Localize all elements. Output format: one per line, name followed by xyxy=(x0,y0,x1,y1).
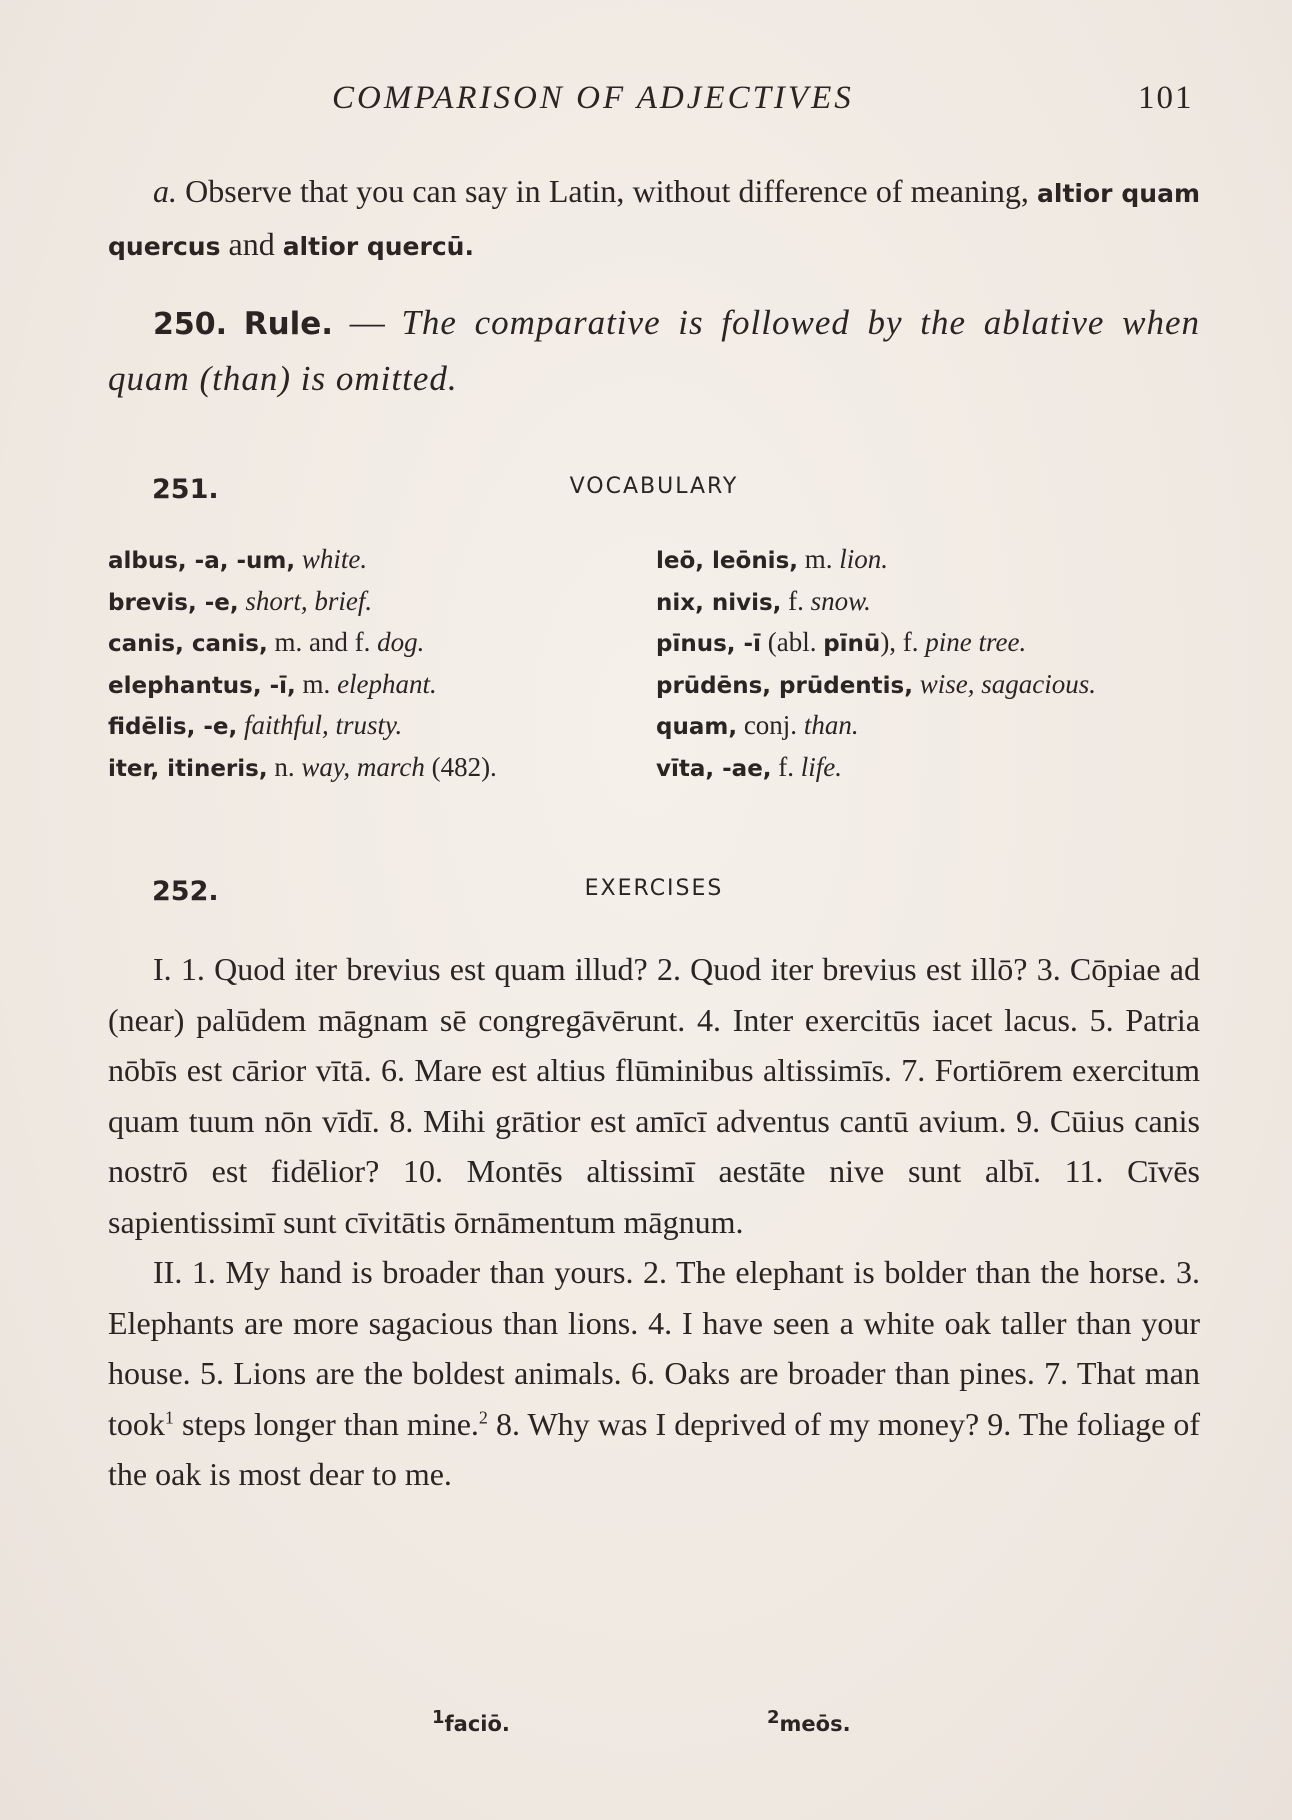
footnote-2: $^2$ meōs. xyxy=(767,1707,851,1736)
vocab-entry: albus, -a, -um, white. xyxy=(108,544,368,574)
page-number: 101 xyxy=(1138,80,1194,116)
exercises-number: 252. xyxy=(152,876,219,907)
running-title: COMPARISON OF ADJECTIVES xyxy=(332,80,854,116)
exercises-body xyxy=(108,944,1200,1500)
note-a-example-2: altior quercū. xyxy=(282,232,474,261)
exercises-heading xyxy=(108,876,1200,916)
vocabulary-title: VOCABULARY xyxy=(569,474,739,499)
vocab-entry: elephantus, -ī, m. elephant. xyxy=(108,668,437,699)
rule-250 xyxy=(108,296,1200,406)
note-a-paragraph xyxy=(108,166,1200,272)
rule-label: Rule. xyxy=(243,306,334,342)
vocab-entry: leō, leōnis, m. lion. xyxy=(656,544,889,574)
vocabulary-heading xyxy=(108,474,1200,514)
footnote-ref-1: 1 xyxy=(164,1406,174,1427)
vocab-entry: fidēlis, -e, faithful, trusty. xyxy=(108,710,403,740)
note-a-example-1: altior quam quercus xyxy=(108,179,1201,261)
vocab-entry: vīta, -ae, f. life. xyxy=(656,751,843,782)
rule-dash: — xyxy=(333,303,402,342)
exercises-part-two: II. 1. My hand is broader than yours. 2. The elephant is bolder than the horse. 3. Elephants are more sagacious than lions. 4. I have seen a white oak taller than your house. 5. Lions are the boldest animals. 6. Oaks are broader than pines. 7. That man took$^1$ steps longer than mine.$^2$ 8. Why was I deprived of my money? 9. The foliage of the oak is most dear to me. xyxy=(108,1254,1201,1492)
rule-number: 250. xyxy=(153,307,228,342)
note-a-text-1: Observe that you can say in Latin, without difference of meaning, xyxy=(177,173,1038,209)
rule-text: The comparative is followed by the ablative when quam (than) is omitted. xyxy=(108,303,1201,398)
vocab-entry: nix, nivis, f. snow. xyxy=(656,585,871,616)
footnote-1: $^1$ faciō. xyxy=(432,1707,510,1736)
vocabulary-number: 251. xyxy=(152,474,219,505)
vocab-entry: quam, conj. than. xyxy=(656,710,859,740)
vocabulary-right-column xyxy=(656,540,1216,789)
running-header xyxy=(0,72,1292,132)
exercises-part-one: I. 1. Quod iter brevius est quam illud? 2. Quod iter brevius est illō? 3. Cōpiae ad (near) palūdem māgnam sē congregāvērunt. 4. Inter exercitūs iacet lacus. 5. Patria nōbīs est cārior vītā. 6. Mare est altius flūminibus altissimīs. 7. Fortiōrem exercitum quam tuum nōn vīdī. 8. Mihi grātior est amīcī adventus cantū avium. 9. Cūius canis nostrō est fidēlior? 10. Montēs altissimī aestāte nive sunt albī. 11. Cīvēs sapientissimī sunt cīvitātis ōrnāmentum māgnum. xyxy=(108,951,1200,1240)
note-a-label: a. xyxy=(153,173,177,209)
vocab-entry: prūdēns, prūdentis, wise, sagacious. xyxy=(656,668,1096,699)
vocab-entry: iter, itineris, n. way, march (482). xyxy=(108,751,497,782)
vocab-entry: brevis, -e, short, brief. xyxy=(108,585,373,616)
footnote-ref-2: 2 xyxy=(478,1406,488,1427)
exercises-title: EXERCISES xyxy=(584,876,724,901)
vocab-entry: pīnus, -ī (abl. pīnū), f. pine tree. xyxy=(656,627,1027,657)
vocab-entry: canis, canis, m. and f. dog. xyxy=(108,627,425,657)
note-a-text-2: and xyxy=(220,226,283,262)
vocabulary-left-column xyxy=(108,540,668,789)
